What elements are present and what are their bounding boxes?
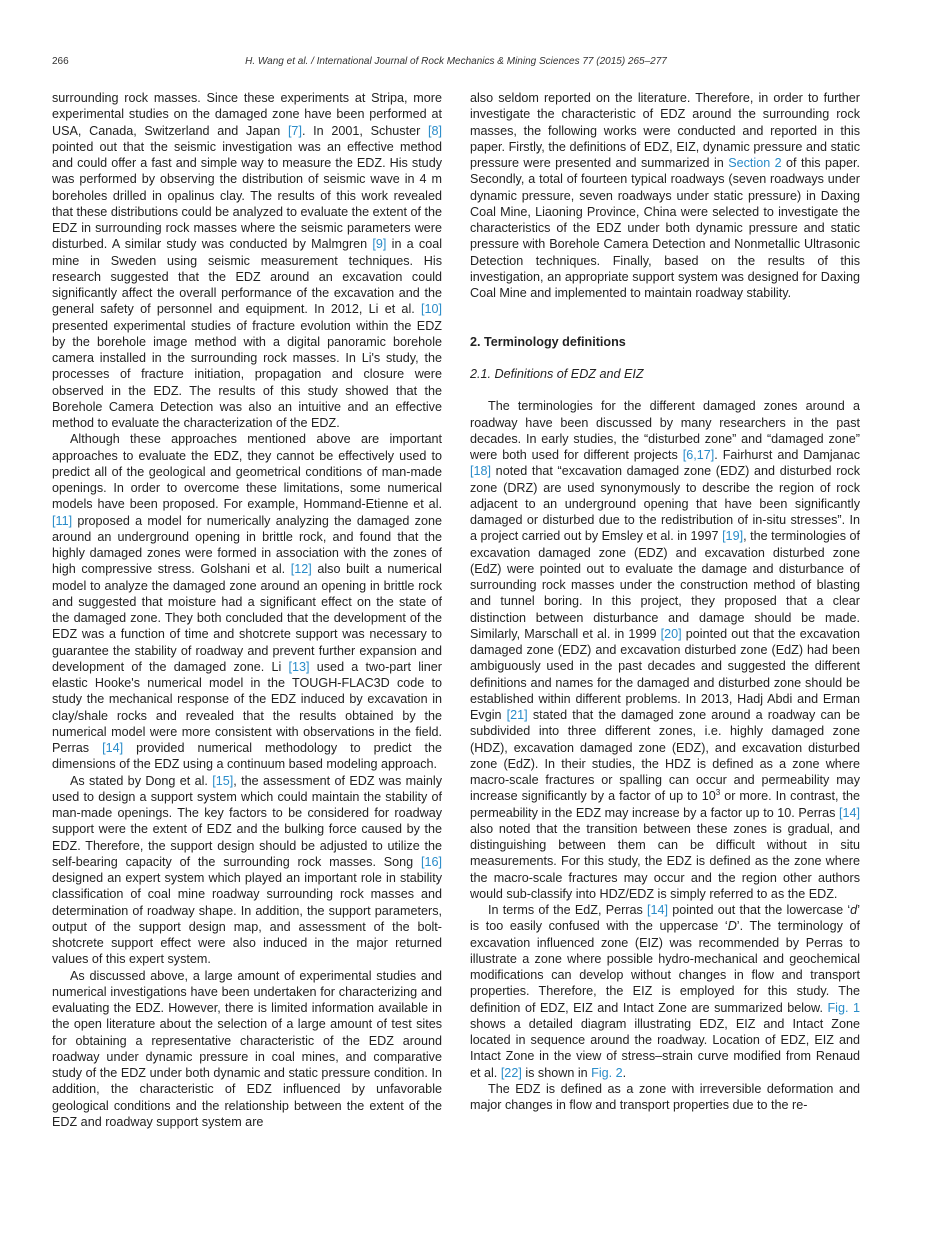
citation-link[interactable]: [12]: [290, 562, 312, 577]
section-heading: 2. Terminology definitions: [470, 335, 626, 350]
text: In terms of the EdZ, Perras: [488, 903, 647, 917]
text: As stated by Dong et al.: [70, 773, 213, 788]
citation-link[interactable]: [20]: [660, 626, 682, 641]
section-link[interactable]: Section 2: [728, 156, 782, 170]
citation-link[interactable]: [6,17]: [682, 448, 715, 462]
paragraph: [52, 773, 442, 968]
right-column: [470, 90, 860, 1113]
citation-link[interactable]: [9]: [372, 237, 387, 252]
text: provided numerical methodology to predict the dimensions of the EDZ using a continuum based modeling approach.: [52, 741, 442, 772]
text: shows a detailed diagram illustrating EDZ, EIZ and Intact Zone located in sequence around the roadway. Location of EDZ, EIZ and Intact Zone in the view of stress–strain curve modified from Renaud et al.: [470, 1016, 860, 1080]
citation-link[interactable]: [10]: [420, 302, 442, 317]
citation-link[interactable]: [19]: [722, 529, 744, 544]
text: , the terminologies of excavation damaged zone (EDZ) and excavation disturbed zone (EdZ) were pointed out to evaluate the damage and disturbance of surrounding rock masses under the construction method of blasting and tunnel boring. In this project, they proposed that a clear distinction between disturbance and damage should be made. Similarly, Marschall et al. in 1999: [470, 529, 860, 641]
page-header: [52, 56, 860, 70]
text: .: [622, 1065, 627, 1080]
text: Although these approaches mentioned above are important approaches to evaluate the EDZ, they cannot be effectively used to predict all of the geological and geometrical conditions of man-made openings. In order to overcome these limitations, some numerical models have been proposed. For example, Hommand-Etienne et al.: [52, 432, 442, 512]
page-number: 266: [52, 56, 69, 67]
citation-link[interactable]: [22]: [500, 1065, 522, 1080]
citation-link[interactable]: [21]: [506, 708, 528, 722]
citation-link[interactable]: [13]: [288, 659, 310, 674]
citation-link[interactable]: [16]: [420, 854, 442, 869]
text: also seldom reported on the literature. Therefore, in order to further investigate the characteristic of EDZ around the surrounding rock masses, the following works were conducted and reported in this paper. Firstly, the definitions of EDZ, EIZ, dynamic pressure and static pressure were presented and summarized in: [470, 91, 860, 170]
text: of this paper. Secondly, a total of fourteen typical roadways (seven roadways under dynamic pressure, seven roadways under static pressure) in Daxing Coal Mine, Liaoning Province, China were selected to investigate the characteristics of the EDZ under both dynamic pressure and static pressure with Borehole Camera Detection and Nonmetallic Ultrasonic Detection techniques. Finally, based on the results of this investigation, an appropriate support system was designed for Daxing Coal Mine and implemented to maintain roadway stability.: [470, 156, 860, 300]
emphasis: d: [850, 903, 858, 917]
citation-link[interactable]: [14]: [102, 741, 124, 755]
text: also noted that the transition between these zones is gradual, and distinguishing between them can be difficult without in situ measurements. For this study, the EDZ is defined as the zone where the macro-scale fractures may occur and the region other authors would sub-classify into HDZ/EDZ is simply referred to as the EDZ.: [470, 821, 860, 901]
text: . Fairhurst and Damjanac: [714, 448, 860, 462]
emphasis: D: [727, 919, 737, 934]
paragraph: [52, 431, 442, 772]
text: , the assessment of EDZ was mainly used to design a support system which could maintain the stability of man-made openings. The key factors to be considered for roadway support were the extent of EDZ and the bulking force caused by the EDZ. Therefore, the support design should be adjusted to utilize the self-bearing capacity of the surrounding rock masses. Song: [52, 773, 442, 869]
text: The EDZ is defined as a zone with irreversible deformation and major changes in flow and transport properties due to the re-: [470, 1081, 860, 1112]
text: also built a numerical model to analyze the damaged zone around an opening in brittle rock and suggested that moisture had a significant effect on the state of the damaged zone. They both concluded that the development of the EDZ was a function of time and shotcrete support was necessary to guarantee the stability of roadway and prevent further expansion and development of the damaged zone. Li: [52, 562, 442, 674]
text: ’. The terminology of excavation influenced zone (EIZ) was recommended by Perras to illustrate a zone where possible hydro-mechanical and geochemical modifications can develop without changes in flow and transport properties. Therefore, the EIZ is employed for this study. The definition of EDZ, EIZ and Intact Zone are summarized below.: [470, 919, 860, 1015]
paragraph: [470, 398, 860, 902]
citation-link[interactable]: [15]: [212, 773, 234, 788]
text: is shown in: [521, 1065, 592, 1080]
text: noted that “excavation damaged zone (EDZ) and disturbed rock zone (DRZ) are used synonymously to describe the region of rock adjacent to an underground opening that have been significantly damaged or disturbed due to the redistribution of in-situ stresses”. In a project carried out by Emsley et al. in 1997: [470, 464, 860, 544]
text: proposed a model for numerically analyzing the damaged zone around an underground opening in brittle rock, and found that the highly damaged zones were formed in association with the zones of high compressive stress. Golshani et al.: [52, 513, 442, 577]
citation-link[interactable]: [14]: [647, 903, 669, 917]
paragraph: [52, 968, 442, 1131]
text: pointed out that the seismic investigation was an effective method and could offer a fast and simple way to measure the EDZ. His study was performed by observing the distribution of seismic wave in 4 m boreholes drilled in opalinus clay. The results of this work revealed that these distributions could be analyzed to evaluate the extent of the EDZ in surrounding rock masses where the seismic parameters were disturbed. A similar study was conducted by Malmgren: [52, 139, 442, 252]
left-column: [52, 90, 442, 1130]
text: pointed out that the lowercase ‘: [668, 903, 851, 917]
text: surrounding rock masses. Since these experiments at Stripa, more experimental studies on the damaged zone have been performed at USA, Canada, Switzerland and Japan: [52, 91, 442, 138]
citation-link[interactable]: [7]: [287, 123, 302, 138]
text: The terminologies for the different damaged zones around a roadway have been discussed by many researchers in the past decades. In early studies, the “disturbed zone” and “damaged zone” were both used for different projects: [470, 399, 860, 462]
superscript: 3: [715, 788, 721, 798]
text: As discussed above, a large amount of experimental studies and numerical investigations have been undertaken for characterizing and evaluating the EDZ. However, there is limited information available in the open literature about the selection of a large amount of test sites for obtaining a representative characteristic of the EDZ around roadway under dynamic pressure in coal mines, and comparative study of the EDZ under both dynamic and static pressure condition. In addition, the characteristic of EDZ influenced by unfavorable geological conditions and the relationship between the extent of the EDZ and roadway support system are: [52, 968, 442, 1129]
figure-link[interactable]: Fig. 1: [827, 1000, 860, 1015]
text: . In 2001, Schuster: [301, 123, 428, 138]
text: stated that the damaged zone around a roadway can be subdivided into three different zones, i.e. highly damaged zone (HDZ), excavation damaged zone (EDZ), and excavation disturbed zone (EdZ). In their studies, the HDZ is defined as a zone where macro-scale fractures or spalling can occur and permeability may increase significantly by a factor of up to 10: [470, 708, 860, 804]
paragraph: [52, 90, 442, 431]
text: in a coal mine in Sweden using seismic measurement techniques. His research suggested that the EDZ around an excavation could significantly affect the overall performance of the excavation and the general safety of personnel and equipment. In 2012, Li et al.: [52, 237, 443, 317]
text: designed an expert system which played an important role in stability classification of coal mine roadway surrounding rock masses and determination of roadway shape. In addition, the support parameters, output of the support design map, and assessment of the bolt-shotcrete support effect were also induced in the major returned values of this expert system.: [52, 871, 442, 967]
text: presented experimental studies of fracture evolution within the EDZ by the borehole image method with a digital panoramic borehole camera installed in the surrounding rock masses. In Li's study, the processes of fracture initiation, propagation and closure were observed in the EDZ. The results of this study showed that the Borehole Camera Detection was also an intuitive and an effective method to evaluate the characterization of the EDZ.: [52, 318, 442, 430]
subsection-heading: 2.1. Definitions of EDZ and EIZ: [470, 367, 644, 382]
citation-link[interactable]: [11]: [52, 513, 73, 528]
citation-link[interactable]: [18]: [470, 464, 492, 479]
paragraph: [470, 1081, 860, 1114]
text: used a two-part liner elastic Hooke's numerical model in the TOUGH-FLAC3D code to study the mechanical response of the EDZ induced by excavation in clay/shale rocks and revealed that the results obtained by the numerical model were more consistent with observations in the field. Perras: [52, 659, 442, 755]
citation-link[interactable]: [14]: [838, 805, 860, 820]
text: or more. In contrast, the permeability in the EDZ may increase by a factor up to 10. Perras: [470, 789, 860, 820]
text: pointed out that the excavation damaged zone (EDZ) and excavation disturbed zone (EdZ) had been ambiguously used in the past decades and suggested the different definitions and names for the damaged and disturbed zone should be established within different problems. In 2013, Hadj Abdi and Erman Evgin: [470, 626, 860, 722]
text: ’ is too easily confused with the uppercase ‘: [470, 903, 860, 934]
running-title: H. Wang et al. / International Journal of Rock Mechanics & Mining Sciences 77 (2015) 265–277: [245, 56, 667, 67]
citation-link[interactable]: [8]: [427, 123, 442, 138]
figure-link[interactable]: Fig. 2: [591, 1065, 623, 1080]
paragraph: [470, 90, 860, 301]
paragraph: [470, 902, 860, 1081]
